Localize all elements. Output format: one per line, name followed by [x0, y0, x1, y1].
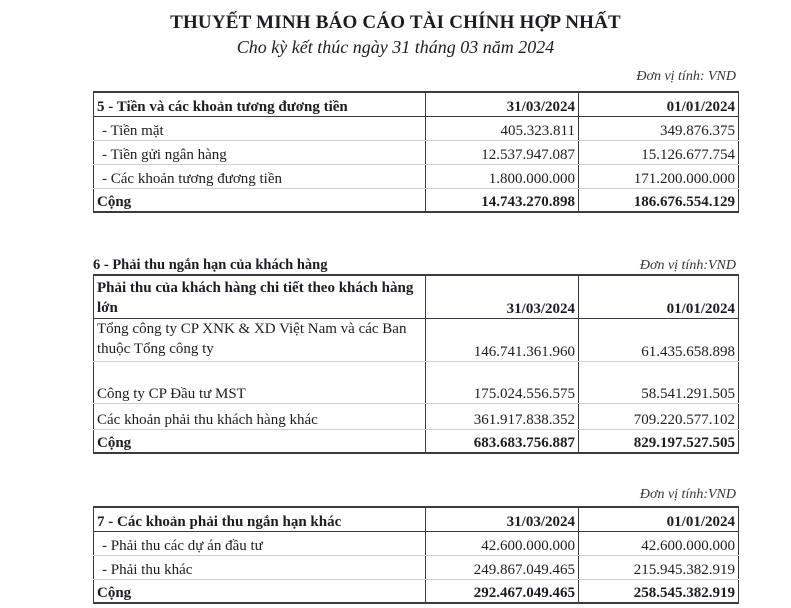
table-header-row — [94, 507, 739, 531]
total-value-2: 186.676.554.129 — [579, 188, 739, 212]
table-row — [94, 361, 739, 403]
section7-unit: Đơn vị tính:VND — [639, 487, 736, 502]
table-row — [94, 140, 739, 164]
row-value-2: 215.945.382.919 — [579, 555, 739, 579]
row-value-2: 171.200.000.000 — [579, 164, 739, 188]
table-row — [94, 164, 739, 188]
header-date-1: 31/03/2024 — [426, 92, 579, 116]
table-row — [94, 403, 739, 429]
document-title: THUYẾT MINH BÁO CÁO TÀI CHÍNH HỢP NHẤT — [170, 12, 621, 33]
row-label: - Tiền mặt — [94, 116, 426, 140]
table-row — [94, 531, 739, 555]
row-value-1: 42.600.000.000 — [426, 531, 579, 555]
table-row — [94, 318, 739, 361]
row-value-1: 146.741.361.960 — [426, 318, 579, 361]
row-label: Các khoản phải thu khách hàng khác — [94, 403, 426, 429]
total-value-2: 258.545.382.919 — [579, 579, 739, 603]
row-label: - Phải thu các dự án đầu tư — [94, 531, 426, 555]
section5-table — [93, 91, 739, 213]
table-header-row — [94, 275, 739, 318]
total-value-1: 292.467.049.465 — [426, 579, 579, 603]
header-label: 5 - Tiền và các khoản tương đương tiền — [94, 92, 426, 116]
total-label: Cộng — [94, 579, 426, 603]
table-row — [94, 555, 739, 579]
row-value-2: 15.126.677.754 — [579, 140, 739, 164]
total-label: Cộng — [94, 188, 426, 212]
total-label: Cộng — [94, 429, 426, 453]
total-row — [94, 429, 739, 453]
row-value-1: 405.323.811 — [426, 116, 579, 140]
header-date-2: 01/01/2024 — [579, 275, 739, 318]
section6-unit: Đơn vị tính:VND — [639, 258, 736, 273]
total-value-1: 683.683.756.887 — [426, 429, 579, 453]
table-header-row — [94, 92, 739, 116]
section6-title: 6 - Phải thu ngắn hạn của khách hàng — [93, 257, 328, 273]
row-value-2: 42.600.000.000 — [579, 531, 739, 555]
row-label: Công ty CP Đầu tư MST — [94, 361, 426, 403]
section7-table — [93, 506, 739, 604]
total-row — [94, 188, 739, 212]
row-label: - Phải thu khác — [94, 555, 426, 579]
header-date-1: 31/03/2024 — [426, 275, 579, 318]
section6-table — [93, 274, 739, 454]
document-subtitle: Cho kỳ kết thúc ngày 31 tháng 03 năm 2024 — [236, 37, 555, 57]
row-value-1: 175.024.556.575 — [426, 361, 579, 403]
row-value-1: 1.800.000.000 — [426, 164, 579, 188]
row-value-2: 709.220.577.102 — [579, 403, 739, 429]
table-row — [94, 116, 739, 140]
row-label: - Tiền gửi ngân hàng — [94, 140, 426, 164]
header-date-2: 01/01/2024 — [579, 507, 739, 531]
row-value-1: 361.917.838.352 — [426, 403, 579, 429]
row-label: - Các khoản tương đương tiền — [94, 164, 426, 188]
row-value-2: 61.435.658.898 — [579, 318, 739, 361]
header-date-2: 01/01/2024 — [579, 92, 739, 116]
header-label: 7 - Các khoản phải thu ngắn hạn khác — [94, 507, 426, 531]
row-value-1: 249.867.049.465 — [426, 555, 579, 579]
section5-unit: Đơn vị tính: VND — [636, 69, 736, 84]
total-value-2: 829.197.527.505 — [579, 429, 739, 453]
row-value-2: 349.876.375 — [579, 116, 739, 140]
row-value-2: 58.541.291.505 — [579, 361, 739, 403]
row-label: Tổng công ty CP XNK & XD Việt Nam và các Ban thuộc Tổng công ty — [94, 318, 426, 361]
row-value-1: 12.537.947.087 — [426, 140, 579, 164]
header-date-1: 31/03/2024 — [426, 507, 579, 531]
total-value-1: 14.743.270.898 — [426, 188, 579, 212]
total-row — [94, 579, 739, 603]
header-label: Phải thu của khách hàng chi tiết theo khách hàng lớn — [94, 275, 426, 318]
